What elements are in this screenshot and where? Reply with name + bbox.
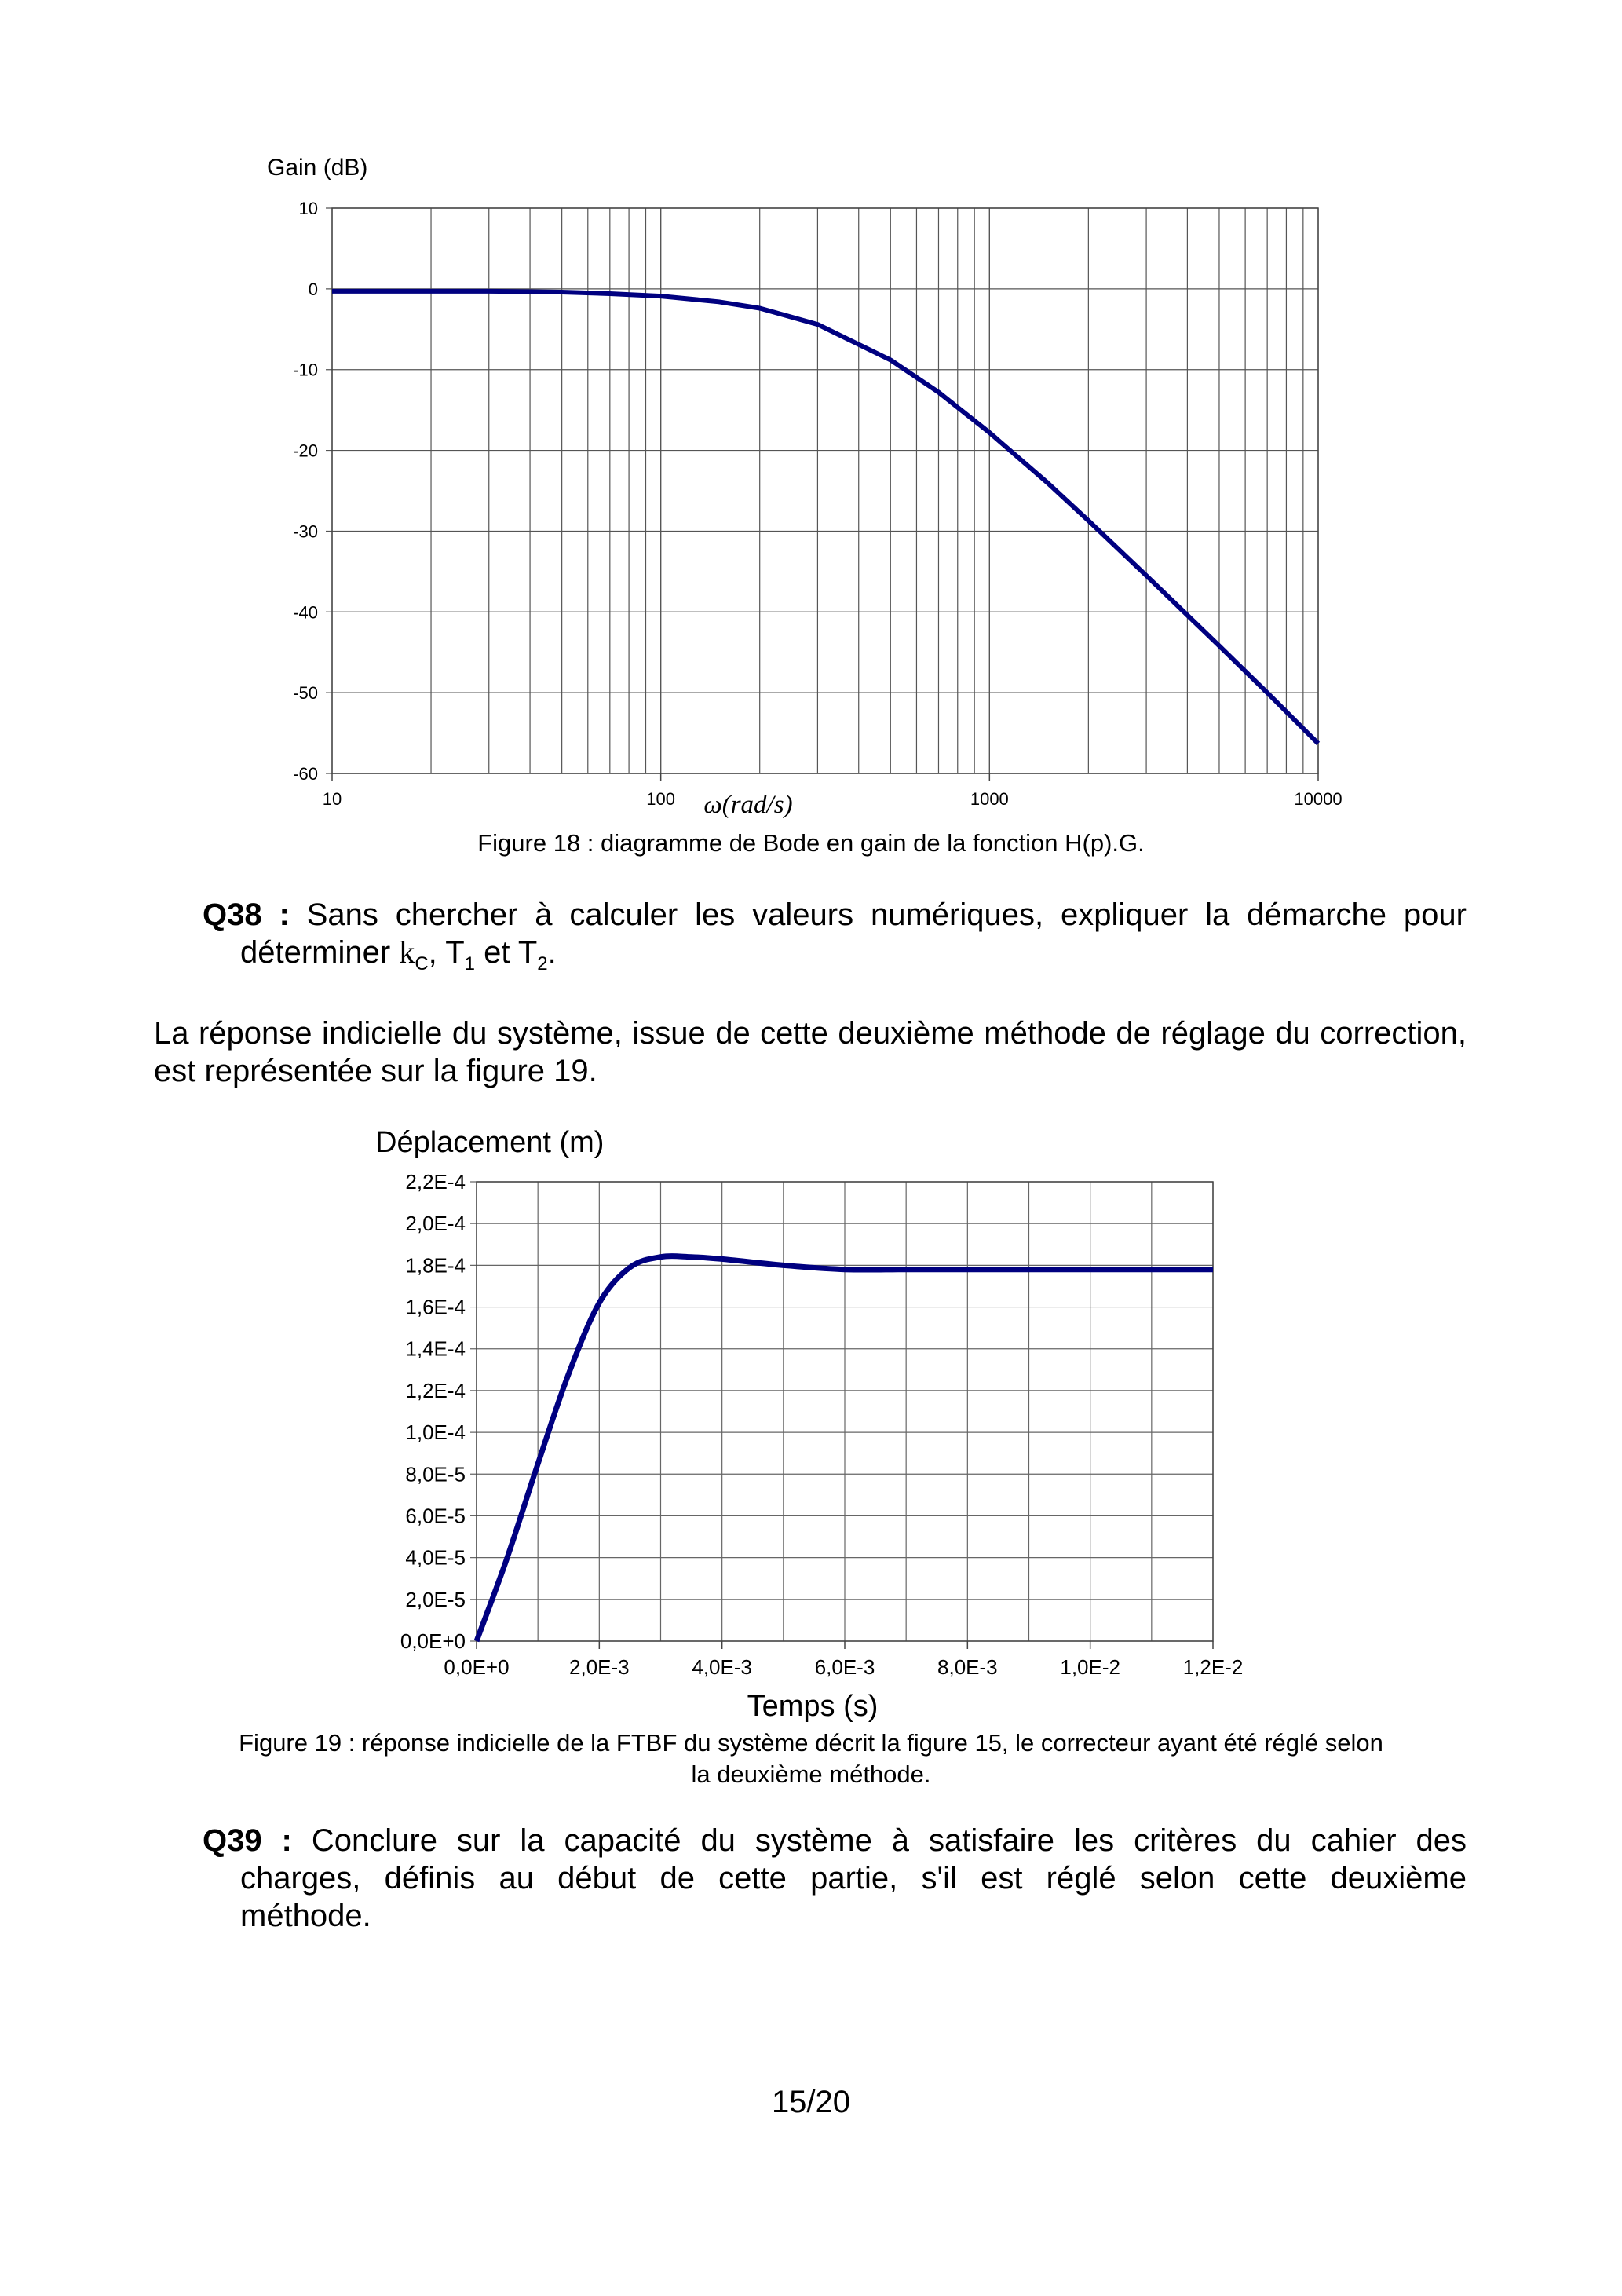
subscript-1: 1 <box>464 953 475 974</box>
step-y-axis-label: Déplacement (m) <box>375 1126 605 1159</box>
bode-y-tick-label: -40 <box>293 602 318 623</box>
page-number: 15/20 <box>771 2085 851 2119</box>
step-response-chart <box>361 1111 1264 1731</box>
step-x-tick-label: 1,2E-2 <box>1182 1655 1244 1679</box>
step-x-axis-label: Temps (s) <box>747 1690 879 1723</box>
step-y-tick-label: 0,0E+0 <box>400 1629 466 1653</box>
step-x-tick-label: 8,0E-3 <box>937 1655 998 1679</box>
figure19-caption-line1: Figure 19 : réponse indicielle de la FTBF du système décrit la figure 15, le correcteur ayant été réglé selon <box>239 1729 1383 1757</box>
bode-y-ticks <box>293 199 318 784</box>
step-y-tick-label: 1,0E-4 <box>405 1420 466 1445</box>
figure19-caption-line2: la deuxième méthode. <box>691 1760 931 1788</box>
subscript-2: 2 <box>537 953 548 974</box>
bode-gain-curve <box>332 291 1318 744</box>
bode-y-axis-label: Gain (dB) <box>267 155 368 181</box>
question-39-text-line3: méthode. <box>240 1899 371 1933</box>
step-y-tick-label: 2,2E-4 <box>405 1170 466 1194</box>
bode-x-tick-label: 10000 <box>1294 789 1343 809</box>
step-y-tick-label: 6,0E-5 <box>405 1504 466 1528</box>
figure19-caption <box>0 1727 1622 1790</box>
step-y-tick-label: 1,2E-4 <box>405 1378 466 1402</box>
question-38-label: Q38 : <box>203 898 290 932</box>
question-38 <box>203 896 1467 983</box>
bode-y-tick-label: -60 <box>293 764 318 784</box>
symbol-k: k <box>399 934 415 970</box>
question-39-text-line2: charges, définis au début de cette partie, s'il est réglé selon cette deuxième <box>240 1861 1467 1896</box>
step-x-tick-label: 6,0E-3 <box>814 1655 875 1679</box>
symbol-t1: T <box>445 935 465 970</box>
question-39 <box>203 1822 1467 1935</box>
bode-y-tick-label: -10 <box>293 360 318 380</box>
step-x-ticks <box>444 1641 1243 1679</box>
bode-y-tick-label: -50 <box>293 683 318 704</box>
bode-y-tick-label: -30 <box>293 521 318 542</box>
bode-gain-chart <box>236 145 1382 828</box>
period: . <box>547 935 557 970</box>
step-y-tick-label: 1,6E-4 <box>405 1295 466 1319</box>
step-y-tick-label: 1,8E-4 <box>405 1253 466 1278</box>
bode-y-tick-label: 0 <box>308 279 318 299</box>
bode-x-ticks <box>323 773 1343 809</box>
step-grid <box>470 1182 1213 1641</box>
question-38-text-line2: déterminer <box>240 935 391 970</box>
question-39-label: Q39 : <box>203 1823 292 1858</box>
word-et: et <box>484 935 510 970</box>
step-x-tick-label: 0,0E+0 <box>444 1655 510 1679</box>
bode-y-tick-label: -20 <box>293 441 318 461</box>
step-y-tick-label: 2,0E-4 <box>405 1212 466 1236</box>
step-x-tick-label: 2,0E-3 <box>569 1655 630 1679</box>
bode-x-tick-label: 100 <box>646 789 676 809</box>
question-39-text-line1: Conclure sur la capacité du système à satisfaire les critères du cahier des <box>311 1823 1467 1858</box>
step-y-tick-label: 8,0E-5 <box>405 1462 466 1486</box>
step-y-tick-label: 1,4E-4 <box>405 1336 466 1361</box>
bode-x-axis-label: ω(rad/s) <box>703 791 793 819</box>
step-y-tick-label: 2,0E-5 <box>405 1587 466 1611</box>
step-x-tick-label: 4,0E-3 <box>692 1655 752 1679</box>
bode-x-tick-label: 10 <box>322 789 342 809</box>
bode-y-tick-label: 10 <box>298 199 318 218</box>
step-y-ticks <box>400 1170 466 1653</box>
separator-comma: , <box>428 935 437 970</box>
intro-paragraph: La réponse indicielle du système, issue de cette deuxième méthode de réglage du correction, est représentée sur la figure 19. <box>154 1016 1467 1088</box>
subscript-c: C <box>415 953 429 974</box>
bode-x-tick-label: 1000 <box>970 789 1009 809</box>
symbol-t2: T <box>517 935 538 970</box>
question-38-text-line1: Sans chercher à calculer les valeurs numériques, expliquer la démarche pour <box>306 898 1467 932</box>
step-x-tick-label: 1,0E-2 <box>1060 1655 1120 1679</box>
figure18-caption: Figure 18 : diagramme de Bode en gain de la fonction H(p).G. <box>477 829 1145 857</box>
step-y-tick-label: 4,0E-5 <box>405 1545 466 1570</box>
